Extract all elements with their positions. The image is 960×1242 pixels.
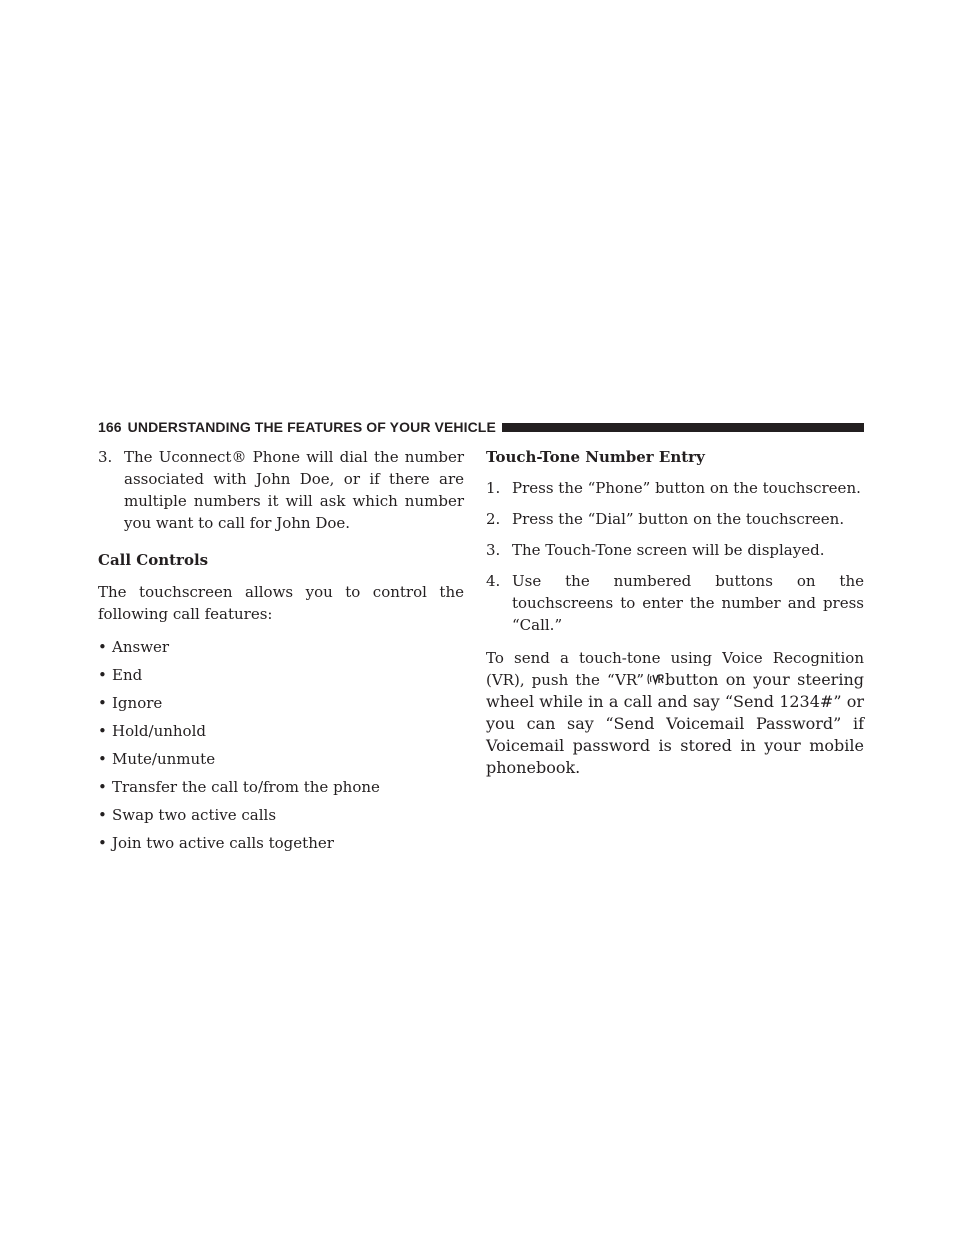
step-number: 2. xyxy=(486,510,501,528)
call-features-list xyxy=(98,636,464,854)
right-column xyxy=(486,446,864,779)
call-controls-heading: Call Controls xyxy=(98,551,209,569)
list-item: • End xyxy=(98,666,143,684)
left-column xyxy=(98,446,464,860)
vr-text-part1: To send a touch-tone using Voice Recognition (VR), push the “VR” xyxy=(486,649,864,689)
step-text: The Touch-Tone screen will be displayed. xyxy=(512,541,825,559)
voice-recognition-paragraph xyxy=(486,648,864,779)
touch-tone-heading: Touch-Tone Number Entry xyxy=(486,448,705,466)
bullet-icon: • xyxy=(98,666,107,684)
list-item: • Join two active calls together xyxy=(98,834,334,852)
step-text: Press the “Dial” button on the touchscreen. xyxy=(512,510,845,528)
vr-text-part2: button on your steering wheel while in a call and say “Send 1234#” or you can say “Send Voicemail Password” if Voicemail password is stored in your mobile phonebook. xyxy=(486,670,864,777)
page-number: 166 xyxy=(98,419,122,435)
bullet-icon: • xyxy=(98,834,107,852)
bullet-icon: • xyxy=(98,778,107,796)
dial-step-3 xyxy=(98,446,464,534)
list-item: • Answer xyxy=(98,638,170,656)
touch-tone-step-1 xyxy=(486,477,864,499)
step-number: 4. xyxy=(486,572,501,590)
list-item: • Swap two active calls xyxy=(98,806,277,824)
touch-tone-step-2 xyxy=(486,508,864,530)
list-item: • Hold/unhold xyxy=(98,722,206,740)
bullet-icon: • xyxy=(98,694,107,712)
header-rule xyxy=(502,423,864,432)
bullet-icon: • xyxy=(98,750,107,768)
bullet-icon: • xyxy=(98,722,107,740)
step-text: Press the “Phone” button on the touchscreen. xyxy=(512,479,861,497)
bullet-icon: • xyxy=(98,806,107,824)
list-item: • Transfer the call to/from the phone xyxy=(98,778,380,796)
header-text xyxy=(98,419,496,435)
bullet-icon: • xyxy=(98,638,107,656)
touch-tone-step-3 xyxy=(486,539,864,561)
list-item: • Mute/unmute xyxy=(98,750,216,768)
step-number: 1. xyxy=(486,479,501,497)
section-title: UNDERSTANDING THE FEATURES OF YOUR VEHICLE xyxy=(127,419,496,435)
step-number: 3. xyxy=(98,448,113,466)
page-header xyxy=(98,416,864,438)
step-number: 3. xyxy=(486,541,501,559)
step-text: Use the numbered buttons on the touchscreens to enter the number and press “Call.” xyxy=(512,572,864,634)
step-text: The Uconnect® Phone will dial the number associated with John Doe, or if there are multiple numbers it will ask which number you want to call for John Doe. xyxy=(124,448,464,532)
list-item: • Ignore xyxy=(98,694,163,712)
voice-recognition-icon xyxy=(646,672,664,686)
touch-tone-step-4 xyxy=(486,570,864,636)
call-controls-intro: The touchscreen allows you to control the following call features: xyxy=(98,583,464,623)
